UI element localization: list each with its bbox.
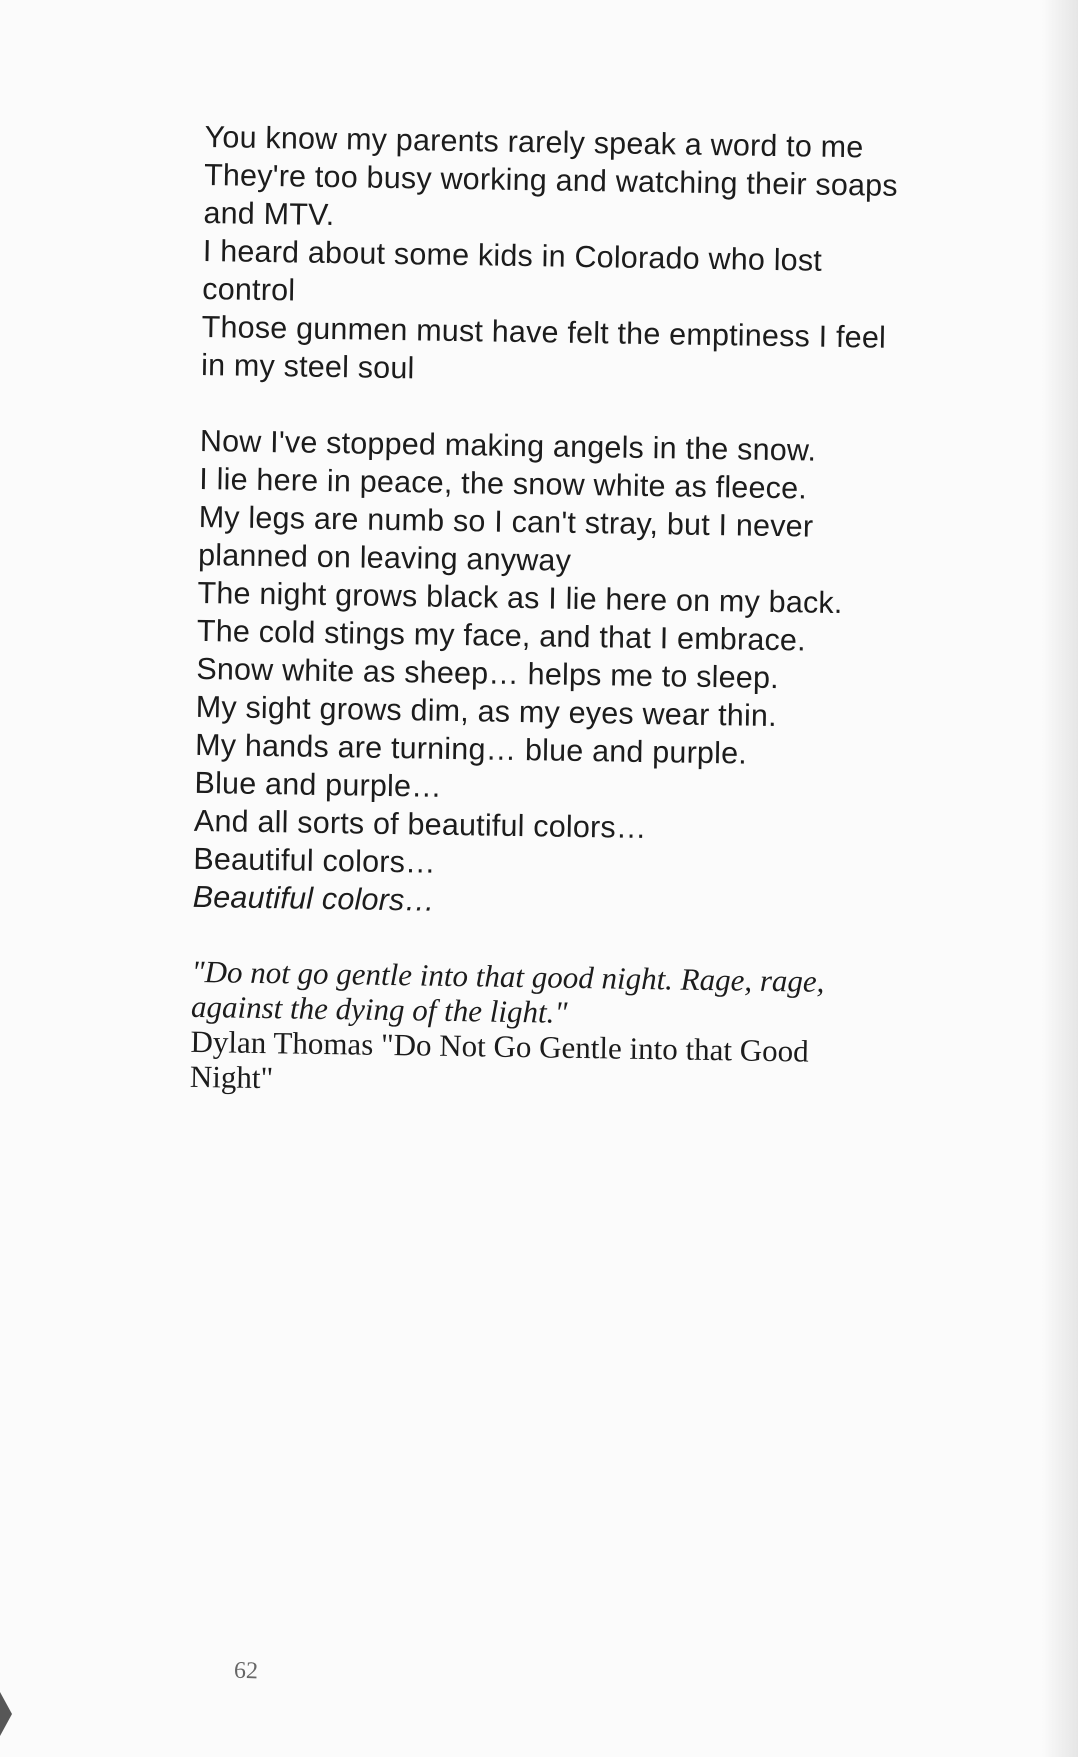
poem-line: And all sorts of beautiful colors… xyxy=(193,803,647,846)
stanza-2 xyxy=(192,422,1000,929)
poem-line: Beautiful colors… xyxy=(193,841,437,880)
poem-line: My hands are turning… blue and purple. xyxy=(194,727,748,771)
epigraph-quote xyxy=(190,954,992,1107)
quote-line: against the dying of the light." xyxy=(190,988,568,1030)
poem-line: I heard about some kids in Colorado who lost xyxy=(202,233,823,278)
poem-line: The night grows black as I lie here on my back. xyxy=(197,575,843,621)
poem-line: My sight grows dim, as my eyes wear thin. xyxy=(195,689,778,734)
poem-content xyxy=(190,118,1005,1106)
poem-line: in my steel soul xyxy=(200,347,415,386)
poem-line: My legs are numb so I can't stray, but I never xyxy=(198,499,814,544)
poem-line: Snow white as sheep… helps me to sleep. xyxy=(196,651,780,696)
poem-line: planned on leaving anyway xyxy=(197,537,572,578)
stanza-1 xyxy=(201,118,1005,397)
page-edge-shadow xyxy=(1042,0,1078,1757)
poem-line: Beautiful colors… xyxy=(192,879,436,918)
page-number: 62 xyxy=(233,1657,259,1685)
poem-line: and MTV. xyxy=(203,195,335,233)
poem-line: control xyxy=(202,271,296,308)
poem-line: The cold stings my face, and that I embrace. xyxy=(196,613,807,658)
poem-line: Those gunmen must have felt the emptiness I feel xyxy=(201,309,887,355)
quote-line: "Do not go gentle into that good night. Rage, rage, xyxy=(191,953,825,999)
quote-attribution: Night" xyxy=(189,1058,274,1096)
poem-line: I lie here in peace, the snow white as fleece. xyxy=(199,461,808,506)
poem-line: You know my parents rarely speak a word to me xyxy=(204,119,864,165)
poem-line: Blue and purple… xyxy=(194,765,443,804)
page-corner-mark xyxy=(0,1692,12,1736)
poem-line: Now I've stopped making angels in the snow. xyxy=(199,423,817,468)
poem-line: They're too busy working and watching their soaps xyxy=(203,157,899,203)
quote-attribution: Dylan Thomas "Do Not Go Gentle into that Good xyxy=(190,1023,809,1069)
